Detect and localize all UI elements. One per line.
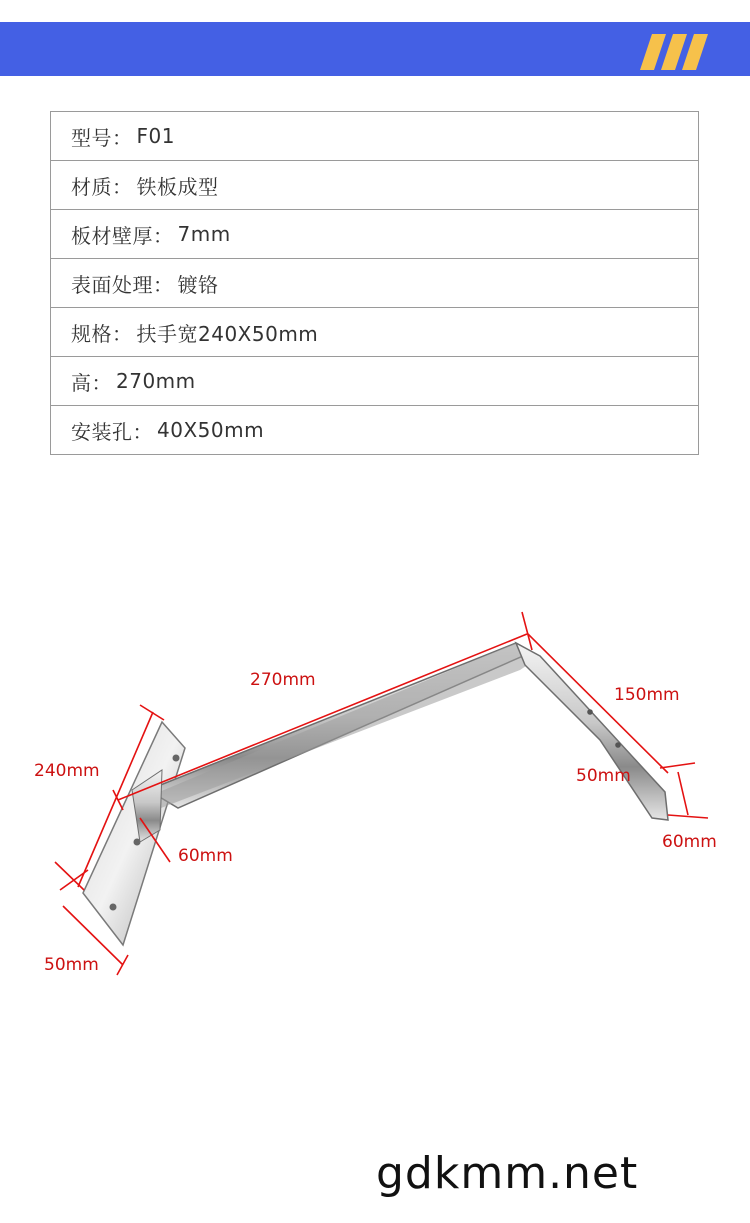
- tip-hole-icon: [587, 709, 593, 715]
- spec-row-thickness: [51, 210, 698, 259]
- spec-value: 镀铬: [177, 272, 219, 297]
- spec-label: 材质：: [71, 174, 133, 199]
- stripes-decoration-icon: [0, 22, 750, 76]
- spec-label: 高：: [71, 370, 112, 395]
- dim-tip-drop-label: 60mm: [662, 832, 717, 852]
- header-banner: [0, 22, 750, 76]
- spec-value: F01: [136, 124, 175, 148]
- spec-value: 270mm: [116, 369, 196, 393]
- mount-hole-icon: [110, 904, 117, 911]
- spec-label: 表面处理：: [71, 272, 174, 297]
- spec-row-model: [51, 112, 698, 161]
- spec-value: 7mm: [177, 222, 231, 246]
- spec-label: 板材壁厚：: [71, 223, 174, 248]
- dim-tip-width-label: 50mm: [576, 766, 631, 786]
- spec-row-size: [51, 308, 698, 357]
- tip-hole-icon: [615, 742, 621, 748]
- watermark-text: gdkmm.net: [376, 1148, 639, 1199]
- spec-row-height: [51, 357, 698, 406]
- spec-table: [50, 111, 699, 455]
- spec-row-finish: [51, 259, 698, 308]
- spec-row-mount-hole: [51, 406, 698, 454]
- dim-mount-offset-label: 60mm: [178, 846, 233, 866]
- dim-arm-tip-label: 150mm: [614, 685, 680, 705]
- spec-value: 铁板成型: [136, 174, 219, 199]
- bracket-arm: [132, 643, 668, 842]
- dim-length-label: 270mm: [250, 670, 316, 690]
- spec-value: 扶手宽240X50mm: [136, 321, 319, 346]
- spec-label: 规格：: [71, 321, 133, 346]
- mount-hole-icon: [173, 755, 180, 762]
- spec-label: 安装孔：: [71, 419, 153, 444]
- dim-plate-height-label: 240mm: [34, 761, 100, 781]
- dim-plate-width-label: 50mm: [44, 955, 99, 975]
- spec-label: 型号：: [71, 125, 133, 150]
- bracket-diagram: [0, 590, 750, 1010]
- spec-value: 40X50mm: [157, 418, 265, 442]
- spec-row-material: [51, 161, 698, 210]
